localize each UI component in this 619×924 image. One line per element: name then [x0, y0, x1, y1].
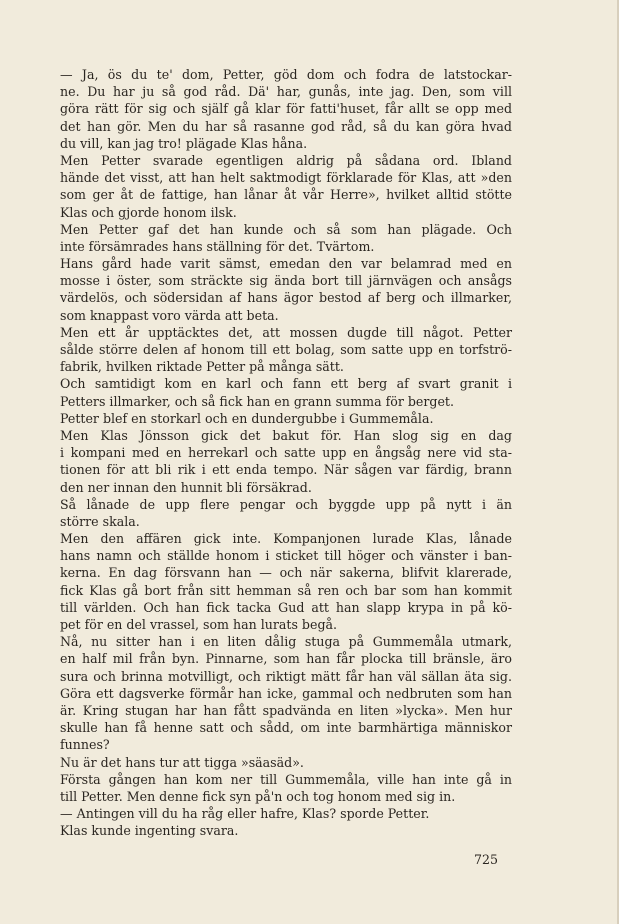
text-line: sålde större delen af honom till ett bolag, som satte upp en torfströ-: [60, 342, 512, 357]
text-line: fick Klas gå bort från sitt hemman så ren och bar som han kommit: [60, 582, 512, 598]
text-line: kerna. En dag försvann han — och när sakerna, blifvit klarerade,: [60, 565, 512, 581]
text-line: inte försämrades hans ställning för det. Tvärtom.: [60, 238, 375, 254]
text-line: i kompani med en herrekarl och satte upp en ångsåg nere vid sta-: [60, 445, 512, 461]
text-line: som ger åt de fattige, han lånar åt vår Herre», hvilket alltid stötte: [60, 187, 512, 203]
text-line: Hans gård hade varit sämst, emedan den var belamrad med en: [60, 256, 512, 272]
text-line: fabrik, hvilken riktade Petter på många sätt.: [60, 359, 344, 375]
text-line: sura och brinna motvilligt, och riktigt mätt får han väl sällan äta sig.: [60, 668, 512, 684]
text-line: — Ja, ös du te' dom, Petter, göd dom och fodra de latstockar-: [60, 67, 512, 82]
text-line: Men Klas Jönsson gick det bakut för. Han slog sig en dag: [60, 427, 512, 443]
text-line: ne. Du har ju så god råd. Dä' har, gunås, inte jag. Den, som vill: [60, 84, 512, 100]
text-line: Första gången han kom ner till Gummemåla, ville han inte gå in: [60, 771, 512, 787]
text-line: — Antingen vill du ha råg eller hafre, Klas? sporde Petter.: [60, 806, 430, 822]
text-line: du vill, kan jag tro! plägade Klas håna.: [60, 135, 308, 151]
text-line: en half mil från byn. Pinnarne, som han får plocka till bränsle, äro: [60, 651, 512, 667]
text-line: till Petter. Men denne fick syn på'n och tog honom med sig in.: [60, 788, 456, 804]
text-line: pet för en del vrassel, som han lurats begå.: [60, 617, 338, 632]
text-line: mosse i öster, som sträckte sig ända bort till järnvägen och ansågs: [60, 273, 512, 289]
text-line: Nå, nu sitter han i en liten dålig stuga på Gummemåla utmark,: [60, 634, 512, 650]
text-line: Men Petter svarade egentligen aldrig på sådana ord. Ibland: [60, 152, 512, 168]
text-line: göra rätt för sig och själf gå klar för fatti'huset, får allt se opp med: [60, 101, 512, 117]
text-line: tionen för att bli rik i ett enda tempo. När sågen var färdig, brann: [60, 462, 512, 478]
text-line: Klas kunde ingenting svara.: [60, 823, 239, 839]
text-line: hände det visst, att han helt saktmodigt förklarade för Klas, att »den: [60, 170, 512, 186]
text-line: Men den affären gick inte. Kompanjonen lurade Klas, lånade: [60, 531, 512, 547]
text-line: Petter blef en storkarl och en dundergubbe i Gummemåla.: [60, 410, 434, 426]
text-line: är. Kring stugan har han fått spadvända en liten »lycka». Men hur: [60, 702, 512, 718]
text-line: den ner innan den hunnit bli försäkrad.: [60, 479, 312, 495]
text-line: till världen. Och han fick tacka Gud att han slapp krypa in på kö-: [60, 599, 512, 615]
text-line: Men Petter gaf det han kunde och så som han plägade. Och: [60, 221, 512, 237]
page-number: 725: [474, 852, 499, 867]
text-line: Men ett år upptäcktes det, att mossen dugde till något. Petter: [60, 324, 512, 340]
text-line: Och samtidigt kom en karl och fann ett berg af svart granit i: [60, 376, 512, 392]
text-line: funnes?: [60, 737, 110, 753]
text-line: det han gör. Men du har så rasanne god råd, så du kan göra hvad: [60, 118, 512, 134]
body-text: [60, 66, 512, 839]
text-line: som knappast voro värda att beta.: [60, 307, 279, 323]
text-line: Klas och gjorde honom ilsk.: [60, 204, 237, 220]
text-line: skulle han få henne satt och sådd, om inte barmhärtiga människor: [60, 720, 512, 736]
text-line: Göra ett dagsverke förmår han icke, gammal och nedbruten som han: [60, 685, 512, 701]
text-line: Nu är det hans tur att tigga »säasäd».: [60, 754, 304, 770]
text-line: hans namn och ställde honom i sticket till höger och vänster i ban-: [60, 548, 512, 564]
text-line: större skala.: [60, 513, 140, 529]
text-line: värdelös, och södersidan af hans ägor bestod af berg och illmarker,: [60, 290, 512, 306]
text-line: Petters illmarker, och så fick han en grann summa för berget.: [60, 393, 454, 409]
text-line: Så lånade de upp flere pengar och byggde upp på nytt i än: [60, 496, 512, 512]
